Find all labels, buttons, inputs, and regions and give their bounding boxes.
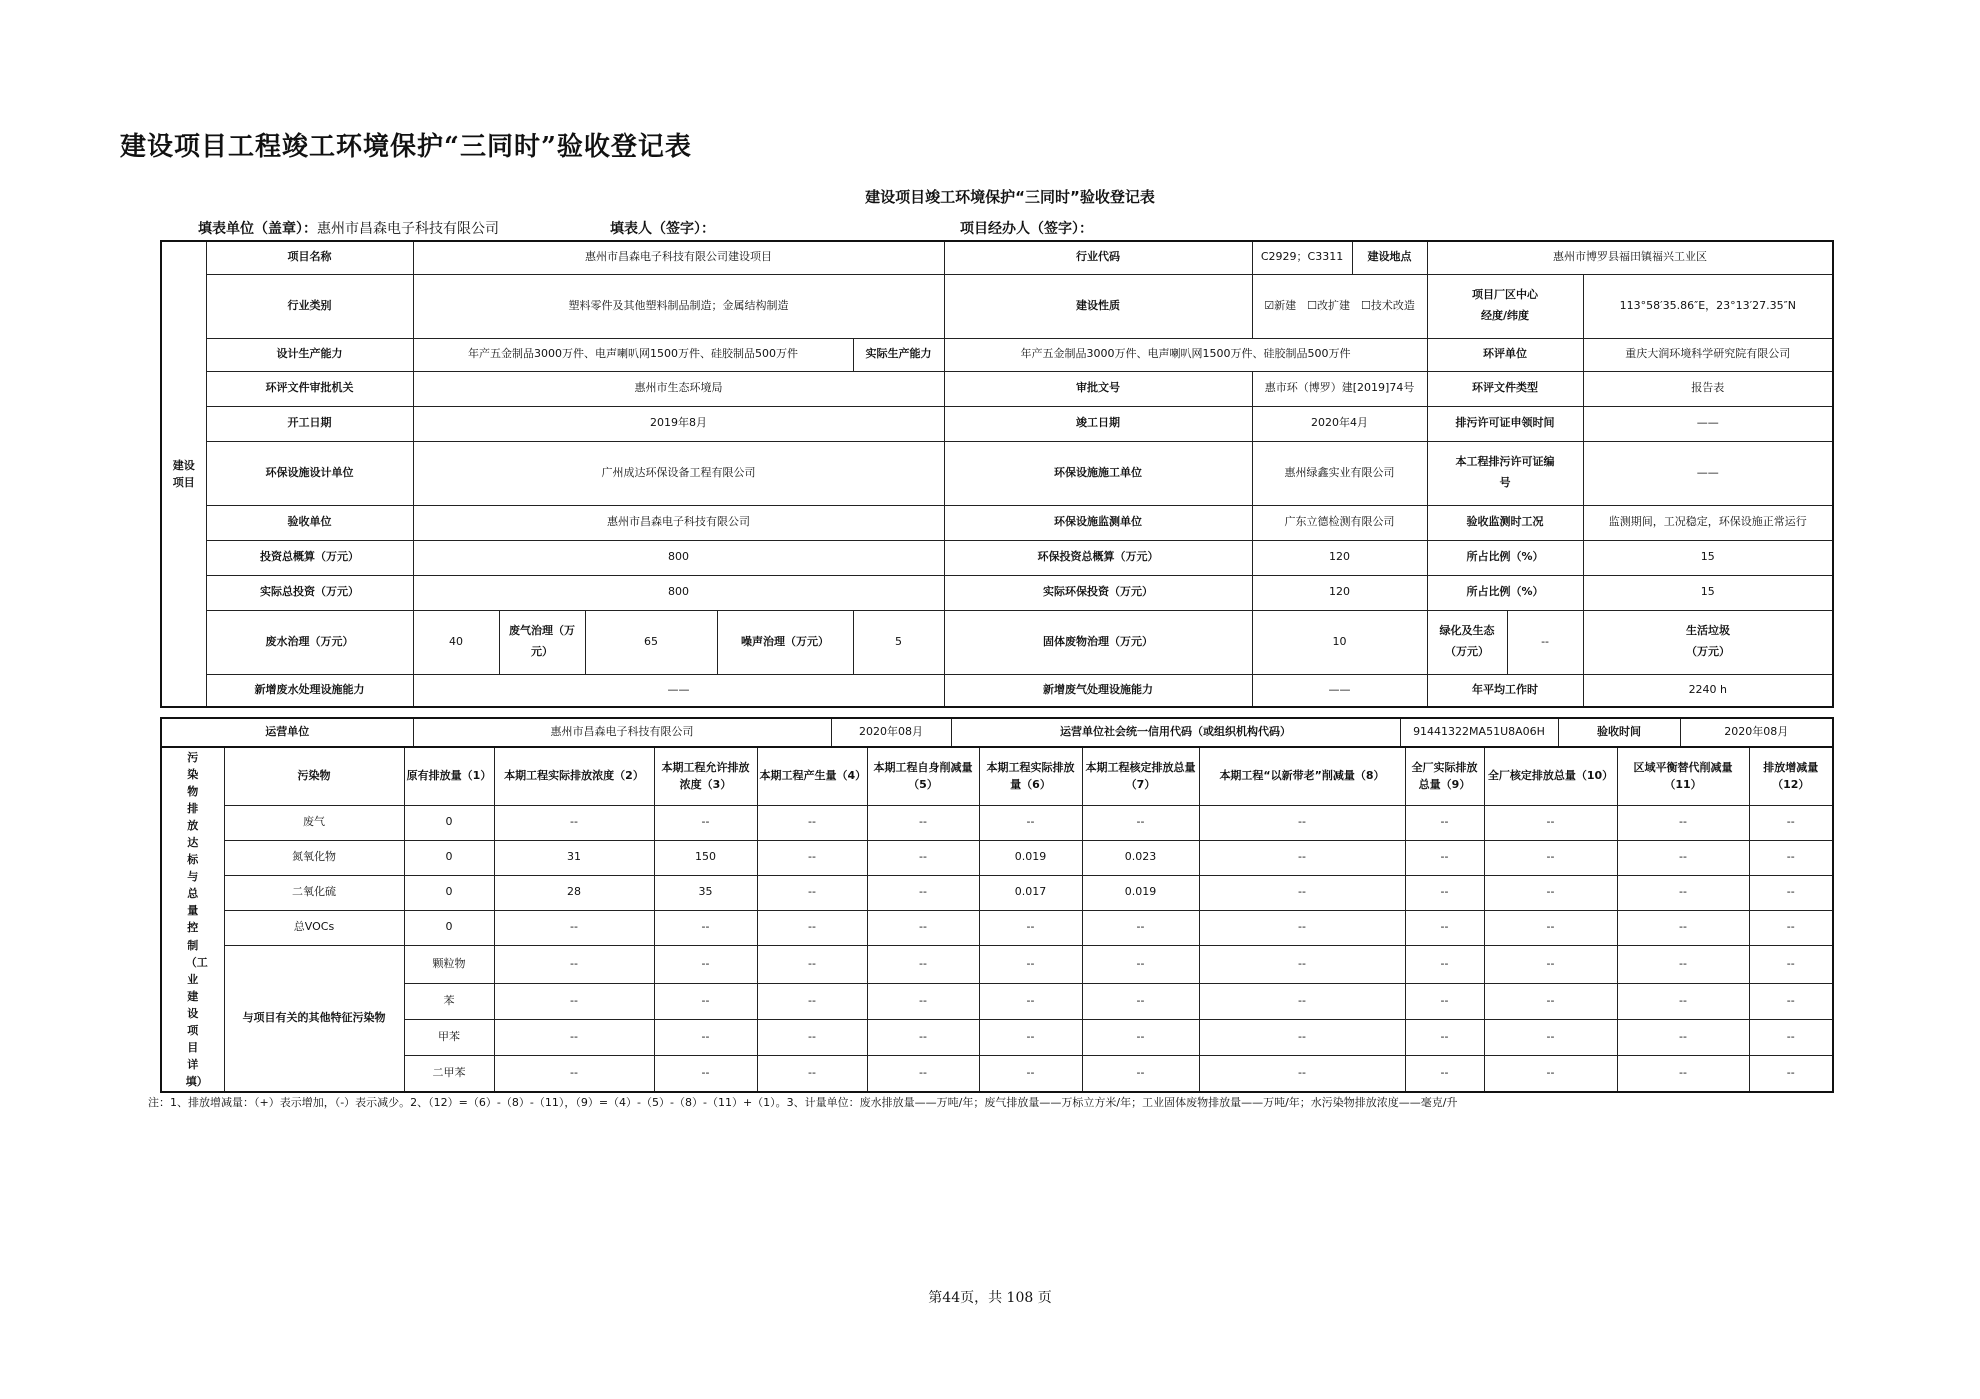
manager-label: 项目经办人（签字）： <box>960 221 1093 237</box>
cell: -- <box>1749 1020 1833 1056</box>
actual-env-invest-label: 实际环保投资（万元） <box>944 575 1252 610</box>
new-gas-label: 新增废气处理设施能力 <box>944 674 1252 707</box>
garbage-label-2: （万元） <box>1686 645 1731 658</box>
cell: 0.019 <box>979 840 1082 875</box>
cell: -- <box>1082 1020 1199 1056</box>
category-label: 行业类别 <box>206 274 413 338</box>
pollutant-section-text: 污染物排放达标与总量控制（工业建设项目详填） <box>185 751 208 1088</box>
nature-label: 建设性质 <box>944 274 1252 338</box>
cell: 0 <box>404 840 494 875</box>
cell: -- <box>1082 910 1199 945</box>
header-col-2: 本期工程实际排放浓度（2） <box>494 747 654 805</box>
nature-value: ☑新建 ☐改扩建 ☐技术改造 <box>1252 274 1427 338</box>
cell: -- <box>1617 945 1749 984</box>
header-col-3: 本期工程允许排放浓度（3） <box>654 747 757 805</box>
ratio2-value: 15 <box>1583 575 1833 610</box>
operation-unit-label: 运营单位 <box>161 718 413 747</box>
project-name-label: 项目名称 <box>206 241 413 274</box>
noise-value: 5 <box>853 610 944 674</box>
table-row <box>161 805 1833 840</box>
cell: -- <box>1082 984 1199 1020</box>
actual-capacity-value: 年产五金制品3000万件、电声喇叭网1500万件、硅胶制品500万件 <box>944 338 1427 371</box>
cell: -- <box>979 984 1082 1020</box>
cell: -- <box>1199 945 1405 984</box>
cell: 0.017 <box>979 875 1082 910</box>
eia-unit-value: 重庆大润环境科学研究院有限公司 <box>1583 338 1833 371</box>
center-value: 113°58′35.86″E，23°13′27.35″N <box>1583 274 1833 338</box>
cell: -- <box>1484 945 1617 984</box>
cell: 31 <box>494 840 654 875</box>
cell: -- <box>757 1056 867 1092</box>
form-subtitle: 建设项目竣工环境保护“三同时”验收登记表 <box>865 188 1155 206</box>
ratio-label: 所占比例（%） <box>1427 540 1583 575</box>
cell: -- <box>1484 910 1617 945</box>
cell: -- <box>654 945 757 984</box>
env-invest-value: 120 <box>1252 540 1427 575</box>
permit-no-value: —— <box>1583 441 1833 505</box>
operation-table <box>160 717 1834 748</box>
cell: -- <box>654 910 757 945</box>
cell: -- <box>979 910 1082 945</box>
cell: -- <box>494 984 654 1020</box>
actual-env-invest-value: 120 <box>1252 575 1427 610</box>
monitor-cond-value: 监测期间，工况稳定，环保设施正常运行 <box>1583 505 1833 540</box>
work-hours-value: 2240 h <box>1583 674 1833 707</box>
manager <box>960 218 1093 238</box>
permit-no-label <box>1427 441 1583 505</box>
pollutant-section-label <box>161 747 224 1092</box>
pollutant-name: 废气 <box>224 805 404 840</box>
cell: -- <box>867 945 979 984</box>
cell: -- <box>1617 840 1749 875</box>
cell: -- <box>1199 1020 1405 1056</box>
cell: -- <box>757 910 867 945</box>
ratio2-label: 所占比例（%） <box>1427 575 1583 610</box>
cell: -- <box>979 1056 1082 1092</box>
start-date-label: 开工日期 <box>206 406 413 441</box>
cell: -- <box>1484 805 1617 840</box>
cell: -- <box>757 984 867 1020</box>
accept-unit-label: 验收单位 <box>206 505 413 540</box>
cell: -- <box>654 1056 757 1092</box>
invest-label: 投资总概算（万元） <box>206 540 413 575</box>
cell: -- <box>1749 910 1833 945</box>
water-value: 40 <box>413 610 499 674</box>
monitor-cond-label: 验收监测时工况 <box>1427 505 1583 540</box>
industry-code-label: 行业代码 <box>944 241 1252 274</box>
cell: -- <box>1617 1020 1749 1056</box>
new-water-value: —— <box>413 674 944 707</box>
project-name-value: 惠州市昌森电子科技有限公司建设项目 <box>413 241 944 274</box>
actual-invest-value: 800 <box>413 575 944 610</box>
credit-code-value: 91441322MA51U8A06H <box>1400 718 1558 747</box>
cell: -- <box>1405 875 1484 910</box>
fill-unit <box>198 218 499 238</box>
cell: 0.019 <box>1082 875 1199 910</box>
solid-value: 10 <box>1252 610 1427 674</box>
cell: -- <box>494 805 654 840</box>
cell: -- <box>867 875 979 910</box>
gas-value: 65 <box>585 610 717 674</box>
new-water-label: 新增废水处理设施能力 <box>206 674 413 707</box>
cell: -- <box>1749 805 1833 840</box>
permit-no-label-1: 本工程排污许可证编 <box>1455 455 1555 469</box>
cell: -- <box>1484 1056 1617 1092</box>
header-col-9: 全厂实际排放总量（9） <box>1405 747 1484 805</box>
cell: -- <box>1484 1020 1617 1056</box>
operation-date-value: 2020年08月 <box>831 718 951 747</box>
build-unit-value: 惠州绿鑫实业有限公司 <box>1252 441 1427 505</box>
pollutant-name: 二甲苯 <box>404 1056 494 1092</box>
cell: 0 <box>404 910 494 945</box>
site-value: 惠州市博罗县福田镇福兴工业区 <box>1427 241 1833 274</box>
ratio-value: 15 <box>1583 540 1833 575</box>
cell: -- <box>1405 1020 1484 1056</box>
industry-code-value: C2929；C3311 <box>1252 241 1352 274</box>
cell: -- <box>1082 805 1199 840</box>
build-unit-label: 环保设施施工单位 <box>944 441 1252 505</box>
cell: -- <box>757 945 867 984</box>
table-row <box>161 1056 1833 1092</box>
design-capacity-label: 设计生产能力 <box>206 338 413 371</box>
cell: -- <box>1199 805 1405 840</box>
eia-type-value: 报告表 <box>1583 371 1833 406</box>
env-invest-label: 环保投资总概算（万元） <box>944 540 1252 575</box>
actual-capacity-label: 实际生产能力 <box>853 338 944 371</box>
pollutant-name: 二氧化硫 <box>224 875 404 910</box>
header-col-4: 本期工程产生量（4） <box>757 747 867 805</box>
cell: 28 <box>494 875 654 910</box>
cell: -- <box>1749 875 1833 910</box>
cell: -- <box>979 945 1082 984</box>
gas-label: 废气治理（万元） <box>499 610 585 674</box>
cell: -- <box>1617 1056 1749 1092</box>
cell: -- <box>1405 984 1484 1020</box>
approval-no-label: 审批文号 <box>944 371 1252 406</box>
cell: -- <box>867 984 979 1020</box>
cell: -- <box>1749 945 1833 984</box>
credit-code-label: 运营单位社会统一信用代码（或组织机构代码） <box>951 718 1400 747</box>
solid-label: 固体废物治理（万元） <box>944 610 1252 674</box>
cell: -- <box>867 1056 979 1092</box>
header-col-5: 本期工程自身削减量（5） <box>867 747 979 805</box>
pollutant-name: 甲苯 <box>404 1020 494 1056</box>
pollutant-name: 苯 <box>404 984 494 1020</box>
accept-unit-value: 惠州市昌森电子科技有限公司 <box>413 505 944 540</box>
header-col-1: 原有排放量（1） <box>404 747 494 805</box>
table-row <box>161 984 1833 1020</box>
cell: -- <box>1484 984 1617 1020</box>
cell: -- <box>757 875 867 910</box>
cell: -- <box>1484 875 1617 910</box>
permit-time-label: 排污许可证申领时间 <box>1427 406 1583 441</box>
permit-no-label-2: 号 <box>1499 476 1511 489</box>
cell: -- <box>1082 1056 1199 1092</box>
green-label: 绿化及生态（万元） <box>1427 610 1507 674</box>
cell: -- <box>1749 1056 1833 1092</box>
cell: -- <box>494 1056 654 1092</box>
cell: -- <box>1617 910 1749 945</box>
cell: -- <box>1199 840 1405 875</box>
cell: -- <box>1199 984 1405 1020</box>
center-label-1: 项目厂区中心 <box>1472 288 1539 302</box>
cell: -- <box>867 840 979 875</box>
green-value: -- <box>1507 610 1583 674</box>
pollutant-table <box>160 746 1834 1093</box>
table-row <box>161 875 1833 910</box>
start-date-value: 2019年8月 <box>413 406 944 441</box>
cell: -- <box>979 805 1082 840</box>
eia-type-label: 环评文件类型 <box>1427 371 1583 406</box>
table-row <box>161 840 1833 875</box>
cell: -- <box>1405 805 1484 840</box>
pollutant-name: 总VOCs <box>224 910 404 945</box>
monitor-unit-value: 广东立德检测有限公司 <box>1252 505 1427 540</box>
cell: 0 <box>404 875 494 910</box>
other-pollutants-label: 与项目有关的其他特征污染物 <box>224 945 404 1092</box>
header-col-7: 本期工程核定排放总量（7） <box>1082 747 1199 805</box>
pollutant-name: 颗粒物 <box>404 945 494 984</box>
cell: -- <box>1199 1056 1405 1092</box>
cell: 150 <box>654 840 757 875</box>
water-label: 废水治理（万元） <box>206 610 413 674</box>
cell: -- <box>1749 984 1833 1020</box>
cell: -- <box>1199 875 1405 910</box>
operation-unit-value: 惠州市昌森电子科技有限公司 <box>413 718 831 747</box>
permit-time-value: —— <box>1583 406 1833 441</box>
approval-org-label: 环评文件审批机关 <box>206 371 413 406</box>
cell: -- <box>867 1020 979 1056</box>
noise-label: 噪声治理（万元） <box>717 610 853 674</box>
table-row <box>161 945 1833 984</box>
filler-label: 填表人（签字）： <box>610 221 715 237</box>
cell: -- <box>867 805 979 840</box>
cell: -- <box>1617 805 1749 840</box>
cell: -- <box>1405 910 1484 945</box>
fill-unit-value: 惠州市昌森电子科技有限公司 <box>317 221 499 237</box>
cell: -- <box>757 1020 867 1056</box>
cell: -- <box>654 805 757 840</box>
category-value: 塑料零件及其他塑料制品制造；金属结构制造 <box>413 274 944 338</box>
cell: -- <box>757 840 867 875</box>
new-gas-value: —— <box>1252 674 1427 707</box>
cell: -- <box>654 984 757 1020</box>
accept-time-value: 2020年08月 <box>1680 718 1833 747</box>
actual-invest-label: 实际总投资（万元） <box>206 575 413 610</box>
cell: -- <box>1405 840 1484 875</box>
cell: -- <box>757 805 867 840</box>
cell: -- <box>979 1020 1082 1056</box>
garbage-label <box>1583 610 1833 674</box>
cell: -- <box>1405 1056 1484 1092</box>
cell: -- <box>867 910 979 945</box>
header-col-6: 本期工程实际排放量（6） <box>979 747 1082 805</box>
cell: -- <box>1749 840 1833 875</box>
header-pollutant: 污染物 <box>224 747 404 805</box>
design-unit-value: 广州成达环保设备工程有限公司 <box>413 441 944 505</box>
cell: -- <box>654 1020 757 1056</box>
design-capacity-value: 年产五金制品3000万件、电声喇叭网1500万件、硅胶制品500万件 <box>413 338 853 371</box>
fill-unit-label: 填表单位（盖章）： <box>198 221 317 237</box>
filler <box>610 218 715 238</box>
garbage-label-1: 生活垃圾 <box>1686 624 1731 638</box>
pollutant-name: 氮氧化物 <box>224 840 404 875</box>
page-title: 建设项目工程竣工环境保护“三同时”验收登记表 <box>120 132 692 162</box>
section-build <box>161 241 206 707</box>
approval-org-value: 惠州市生态环境局 <box>413 371 944 406</box>
finish-date-value: 2020年4月 <box>1252 406 1427 441</box>
monitor-unit-label: 环保设施监测单位 <box>944 505 1252 540</box>
approval-no-value: 惠市环（博罗）建[2019]74号 <box>1252 371 1427 406</box>
work-hours-label: 年平均工作时 <box>1427 674 1583 707</box>
eia-unit-label: 环评单位 <box>1427 338 1583 371</box>
cell: 0.023 <box>1082 840 1199 875</box>
cell: 35 <box>654 875 757 910</box>
header-col-11: 区域平衡替代削减量（11） <box>1617 747 1749 805</box>
cell: -- <box>1484 840 1617 875</box>
header-col-12: 排放增减量（12） <box>1749 747 1833 805</box>
page-number: 第44页，共 108 页 <box>928 1290 1052 1306</box>
cell: -- <box>1617 984 1749 1020</box>
cell: -- <box>1082 945 1199 984</box>
table-row <box>161 910 1833 945</box>
center-label-2: 经度/纬度 <box>1481 309 1530 322</box>
invest-value: 800 <box>413 540 944 575</box>
cell: -- <box>1617 875 1749 910</box>
cell: 0 <box>404 805 494 840</box>
footnote: 注：1、排放增减量：（+）表示增加，（-）表示减少。2、（12）=（6）-（8）-（11），（9）=（4）-（5）-（8）-（11）+（1）。3、计量单位：废水排放量——万吨/年；废气排放量——万标立方米/年；工业固体废物排放量——万吨/年；水污染物排放浓度——毫克/升 <box>148 1096 1458 1109</box>
cell: -- <box>494 945 654 984</box>
site-label: 建设地点 <box>1352 241 1427 274</box>
header-col-8: 本期工程“以新带老”削减量（8） <box>1199 747 1405 805</box>
header-col-10: 全厂核定排放总量（10） <box>1484 747 1617 805</box>
cell: -- <box>494 1020 654 1056</box>
section-build-text: 建设项目 <box>172 458 195 489</box>
finish-date-label: 竣工日期 <box>944 406 1252 441</box>
center-label <box>1427 274 1583 338</box>
table-row <box>161 1020 1833 1056</box>
cell: -- <box>1405 945 1484 984</box>
cell: -- <box>494 910 654 945</box>
design-unit-label: 环保设施设计单位 <box>206 441 413 505</box>
construction-table <box>160 240 1834 708</box>
accept-time-label: 验收时间 <box>1558 718 1680 747</box>
cell: -- <box>1199 910 1405 945</box>
